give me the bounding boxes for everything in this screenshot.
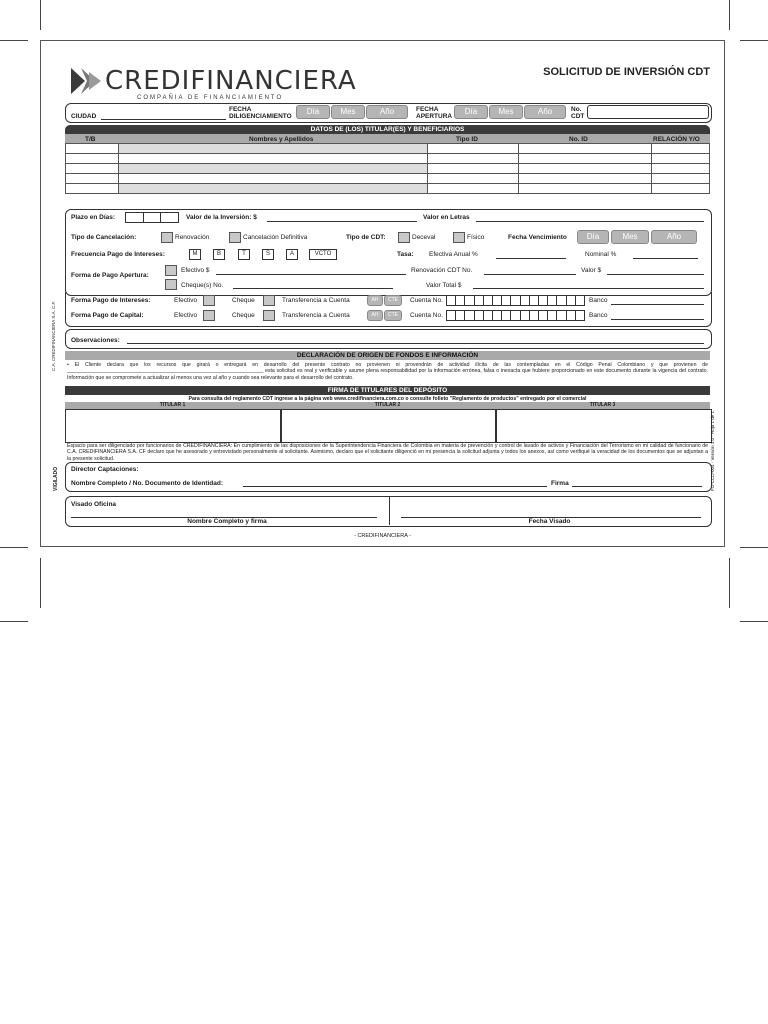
efectivo-intereses-checkbox[interactable] (203, 295, 215, 306)
logo-mark-icon (69, 64, 103, 98)
dia-apertura-field[interactable]: Día (454, 105, 488, 119)
mes-apertura-field[interactable]: Mes (489, 105, 523, 119)
nombre-documento-field[interactable] (243, 486, 547, 487)
column-tipo-id: Tipo ID (456, 136, 478, 143)
mes-field[interactable]: Mes (331, 105, 365, 119)
valor-letras-field[interactable] (476, 221, 704, 222)
ciudad-field[interactable] (101, 119, 226, 120)
tipo-cdt-label: Tipo de CDT: (346, 234, 386, 241)
cuenta-intereses-label: Cuenta No. (410, 297, 443, 304)
valor-field[interactable] (607, 274, 704, 275)
observaciones-label: Observaciones: (71, 337, 120, 344)
freq-a-option[interactable]: A (286, 249, 298, 260)
cheque-intereses-label: Cheque (232, 297, 255, 304)
renovacion-cdt-field[interactable] (484, 274, 576, 275)
holders-title: DATOS DE (LOS) TITULAR(ES) Y BENEFICIARIOS (65, 125, 710, 134)
frecuencia-label: Frecuencia Pago de Intereses: (71, 251, 165, 258)
forma-pago-intereses-label: Forma Pago de Intereses: (71, 297, 151, 304)
director-box (65, 462, 712, 492)
logo-tagline: COMPAÑIA DE FINANCIAMIENTO (137, 95, 284, 101)
mes-vencimiento-field[interactable]: Mes (611, 230, 649, 244)
nombre-documento-label: Nombre Completo / No. Documento de Identidad: (71, 480, 224, 487)
titular-1-label: TITULAR 1 (159, 402, 186, 408)
efectivo-capital-checkbox[interactable] (203, 310, 215, 321)
form-sheet (40, 40, 725, 547)
crop-mark (740, 547, 768, 548)
anio-field[interactable]: Año (366, 105, 408, 119)
ciudad-label: CIUDAD (71, 113, 97, 120)
nombre-firma-label: Nombre Completo y firma (187, 518, 267, 525)
fecha-diligenciamiento-label: FECHA DILIGENCIAMIENTO (229, 106, 292, 120)
nominal-field[interactable] (633, 258, 698, 259)
crop-mark (740, 621, 768, 622)
fisico-label: Físico (467, 234, 485, 241)
crop-mark (40, 558, 41, 608)
cheque-capital-label: Cheque (232, 312, 255, 319)
column-nombres: Nombres y Apellidos (249, 136, 314, 143)
document-title: SOLICITUD DE INVERSIÓN CDT (543, 66, 710, 78)
visado-oficina-label: Visado Oficina (71, 501, 117, 508)
freq-t-option[interactable]: T (238, 249, 250, 260)
firma-label: Firma (551, 480, 569, 487)
valor-total-label: Valor Total $ (426, 282, 462, 289)
column-relacion: RELACIÓN Y/O (653, 136, 700, 143)
cte-intereses-option[interactable]: CTE (384, 295, 402, 306)
cheque-capital-checkbox[interactable] (263, 310, 275, 321)
banco-intereses-label: Banco (589, 297, 608, 304)
cuenta-capital-field[interactable] (446, 310, 585, 321)
crop-mark (0, 621, 28, 622)
funcionarios-text: Espacio para ser diligenciado por funcionarios de CREDIFINANCIERA: En cumplimiento de las disposiciones de la Superintendencia Financiera de Colombia en materia de prevención y control de lavado de activos y Financiación del Terrorismo en mi calidad de funcionario de C.A. CREDIFINANCIERA S.A. CF declaro que he asesorado y entrevistado personalmente al solicitante. Asimismo, declaro que el solicitante diligenció en mi presencia la solicitud adjunta y todos los anexos, así como verifiqué la veracidad de los documentos que se adjuntan a la presente solicitud. (67, 443, 708, 462)
no-cdt-label: No. CDT (571, 106, 585, 120)
efectivo-apertura-checkbox[interactable] (165, 265, 177, 276)
crop-mark (740, 40, 768, 41)
fecha-vencimiento-label: Fecha Vencimiento (508, 234, 567, 241)
observaciones-box (65, 329, 712, 349)
declaracion-text: • El Cliente declara que los recursos que girará o entregará en desarrollo del presente contrato no provienen ni provendrán de actividad ilícita de las contempladas en el Código Penal Colombiano y que provienen de ____________________________________________________________________ esta solicitud es real y verificable y asume plena responsabilidad por la información errónea, falsa o inexacta que hubiere proporcionado en este documento durante la vigencia del contrato. Información que se compromete a actualizar al menos una vez al año y cuando sea relevante para el desarrollo del contrato. (67, 362, 708, 381)
anio-vencimiento-field[interactable]: Año (651, 230, 697, 244)
declaracion-title: DECLARACIÓN DE ORIGEN DE FONDOS E INFORMACIÓN (65, 351, 710, 360)
crop-mark (0, 40, 28, 41)
dia-vencimiento-field[interactable]: Día (577, 230, 609, 244)
holders-column-header-row (65, 134, 710, 143)
cuenta-capital-label: Cuenta No. (410, 312, 443, 319)
fisico-checkbox[interactable] (453, 232, 465, 243)
director-captaciones-label: Director Captaciones: (71, 466, 139, 473)
plazo-label: Plazo en Días: (71, 214, 116, 221)
tasa-label: Tasa: (397, 251, 414, 258)
cancelacion-definitiva-label: Cancelación Definitiva (243, 234, 308, 241)
valor-inversion-field[interactable] (267, 221, 417, 222)
reglamento-note: Para consulta del reglamento CDT ingrese a la página web www.credifinanciera.com.co o consulte folleto "Reglamento de productos" entregado por el comercial (188, 396, 587, 402)
efectivo-apertura-label: Efectivo $ (181, 267, 210, 274)
firma-titulares-title: FIRMA DE TITULARES DEL DEPÓSITO (65, 386, 710, 395)
freq-s-option[interactable]: S (262, 249, 274, 260)
no-cdt-field[interactable] (587, 105, 709, 119)
efectiva-anual-label: Efectiva Anual % (429, 251, 478, 258)
logo-wordmark: CREDIFINANCIERA (105, 66, 357, 96)
renovacion-checkbox[interactable] (161, 232, 173, 243)
cheques-apertura-checkbox[interactable] (165, 279, 177, 290)
cheque-intereses-checkbox[interactable] (263, 295, 275, 306)
freq-vcto-option[interactable]: VCTO (309, 249, 337, 260)
freq-b-option[interactable]: B (213, 249, 225, 260)
side-text-form-code: FO-CCD-004 · Versión 3.0 · Hoja 1 de 1 (710, 410, 715, 491)
renovacion-cdt-label: Renovación CDT No. (411, 267, 473, 274)
valor-label: Valor $ (581, 267, 602, 274)
logo (69, 64, 357, 104)
efectiva-anual-field[interactable] (496, 258, 566, 259)
ah-intereses-option[interactable]: AH (367, 295, 383, 306)
titular-3-label: TITULAR 3 (589, 402, 616, 408)
efectivo-intereses-label: Efectivo (174, 297, 198, 304)
valor-letras-label: Valor en Letras (423, 214, 470, 221)
ah-capital-option[interactable]: AH (367, 310, 383, 321)
table-row (66, 154, 710, 164)
forma-pago-capital-label: Forma Pago de Capital: (71, 312, 144, 319)
valor-inversion-label: Valor de la Inversión: $ (186, 214, 257, 221)
efectivo-apertura-field[interactable] (216, 274, 406, 275)
crop-mark (0, 547, 28, 548)
forma-pago-apertura-label: Forma de Pago Apertura: (71, 272, 149, 279)
cheques-field[interactable] (233, 288, 393, 289)
firma-field[interactable] (572, 486, 702, 487)
tipo-cancelacion-label: Tipo de Cancelación: (71, 234, 137, 241)
banco-capital-label: Banco (589, 312, 608, 319)
table-row (66, 184, 710, 194)
crop-mark (729, 0, 730, 30)
fecha-visado-label: Fecha Visado (528, 518, 571, 525)
column-no-id: No. ID (569, 136, 588, 143)
fecha-apertura-label: FECHA APERTURA (416, 106, 453, 120)
footer-text: - CREDIFINANCIERA - (354, 533, 411, 539)
table-row (66, 144, 710, 154)
cheques-label: Cheque(s) No. (181, 282, 224, 289)
crop-mark (40, 0, 41, 30)
titular-2-signature[interactable] (280, 409, 497, 443)
cte-capital-option[interactable]: CTE (384, 310, 402, 321)
titular-3-signature[interactable] (495, 409, 712, 443)
column-tb: T/B (85, 136, 96, 143)
plazo-field[interactable] (125, 212, 179, 223)
cuenta-intereses-field[interactable] (446, 295, 585, 306)
valor-total-field[interactable] (473, 288, 704, 289)
banco-intereses-field[interactable] (611, 304, 704, 305)
titular-2-label: TITULAR 2 (374, 402, 401, 408)
side-text-vigilado: VIGILADO (53, 466, 59, 491)
deceval-checkbox[interactable] (398, 232, 410, 243)
renovacion-label: Renovación (175, 234, 210, 241)
cancelacion-definitiva-checkbox[interactable] (229, 232, 241, 243)
transferencia-intereses-label: Transferencia a Cuenta (282, 297, 350, 304)
deceval-label: Deceval (412, 234, 436, 241)
holders-table (65, 143, 710, 194)
side-text-company: C.A. CREDIFINANCIERA S.A. C.F. (51, 300, 56, 371)
nominal-label: Nominal % (585, 251, 617, 258)
anio-apertura-field[interactable]: Año (524, 105, 566, 119)
dia-field[interactable]: Día (296, 105, 330, 119)
efectivo-capital-label: Efectivo (174, 312, 198, 319)
banco-capital-field[interactable] (611, 319, 704, 320)
transferencia-capital-label: Transferencia a Cuenta (282, 312, 350, 319)
table-row (66, 174, 710, 184)
observaciones-field[interactable] (127, 343, 704, 344)
crop-mark (729, 558, 730, 608)
table-row (66, 164, 710, 174)
titular-1-signature[interactable] (65, 409, 282, 443)
freq-m-option[interactable]: M (189, 249, 201, 260)
